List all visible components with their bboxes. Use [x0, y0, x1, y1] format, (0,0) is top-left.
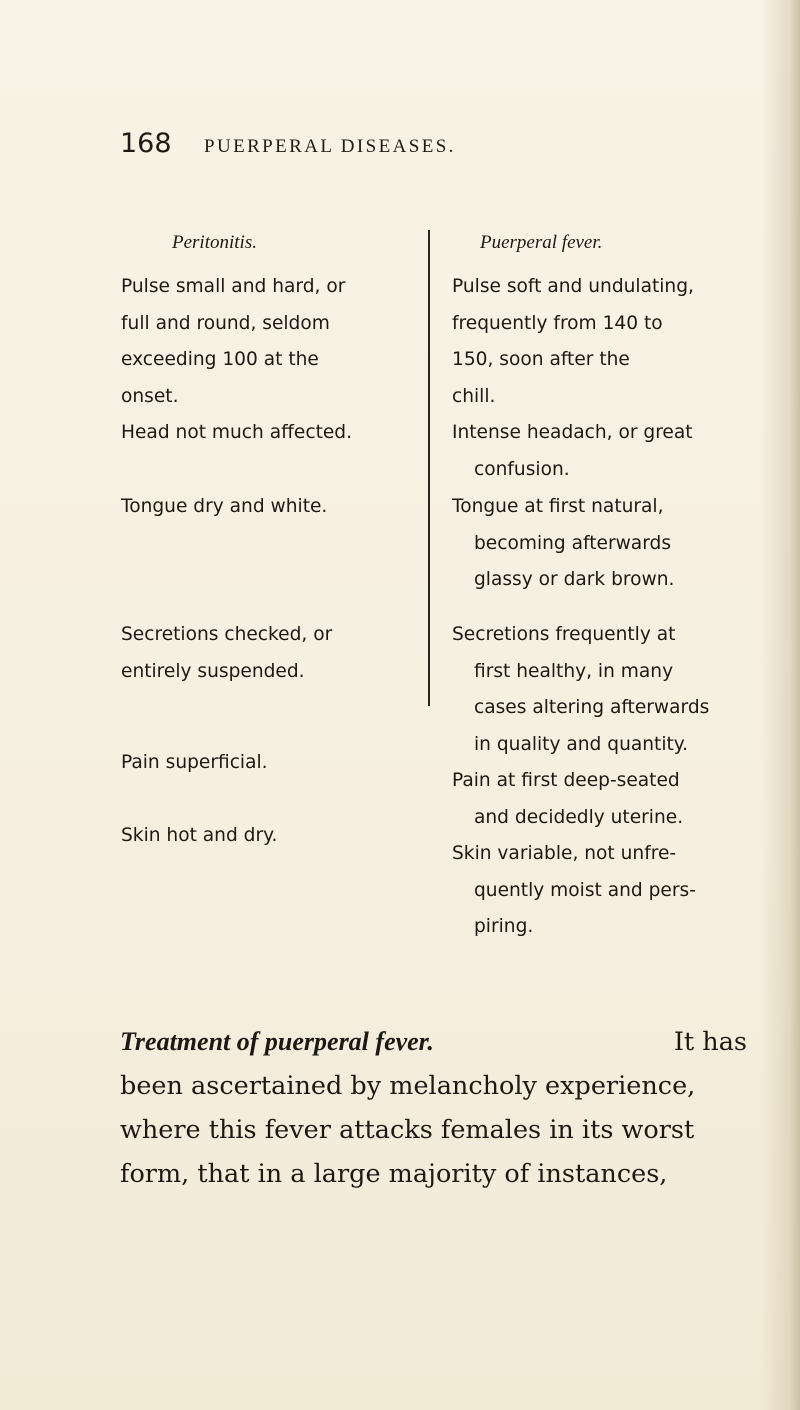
paragraph-first-line: [120, 1020, 747, 1064]
text-line: Pulse soft and undulating,: [452, 276, 694, 297]
text-line: Tongue at first natural,: [452, 496, 664, 517]
peritonitis-tongue-entry: [121, 489, 413, 526]
text-line: confusion.: [474, 458, 570, 480]
peritonitis-head-entry: [121, 415, 413, 452]
fever-secretions-entry: [452, 617, 748, 764]
text-line: frequently from 140 to: [452, 312, 663, 334]
text-line: Skin variable, not unfre-: [452, 843, 677, 864]
text-line: onset.: [121, 386, 179, 408]
text-line: full and round, seldom: [121, 312, 330, 334]
text-line: chill.: [452, 386, 496, 408]
page-header: [0, 128, 800, 168]
peritonitis-column: [121, 225, 413, 846]
text-line: cases altering afterwards: [474, 697, 710, 719]
text-line: and decidedly uterine.: [474, 806, 684, 828]
fever-pulse-entry: [452, 269, 748, 416]
puerperal-fever-heading: Puerperal fever.: [480, 232, 603, 253]
section-lead: Treatment of puerperal fever.: [120, 1027, 434, 1056]
text-line: glassy or dark brown.: [474, 569, 675, 591]
peritonitis-pain-entry: [121, 745, 413, 782]
text-line: form, that in a large majority of instances,: [120, 1159, 668, 1189]
text-line: piring.: [474, 916, 534, 938]
page-number: 168: [120, 128, 172, 159]
fever-head-entry: [452, 415, 748, 488]
text-line: Secretions checked, or: [121, 624, 333, 645]
text-line: It has: [673, 1027, 747, 1057]
text-line: in quality and quantity.: [474, 734, 689, 756]
peritonitis-pulse-entry: [121, 269, 413, 416]
text-line: Pulse small and hard, or: [121, 276, 346, 297]
text-line: Secretions frequently at: [452, 624, 676, 645]
peritonitis-secretions-entry: [121, 617, 413, 690]
text-line: Head not much affected.: [121, 422, 353, 443]
text-line: Pain superficial.: [121, 752, 268, 773]
text-line: becoming afterwards: [474, 532, 672, 554]
running-head: PUERPERAL DISEASES.: [204, 136, 456, 157]
text-line: where this fever attacks females in its worst: [120, 1115, 695, 1145]
text-line: been ascertained by melancholy experience,: [120, 1071, 696, 1101]
text-line: exceeding 100 at the: [121, 349, 319, 371]
treatment-paragraph: [120, 1020, 747, 1196]
text-line: Tongue dry and white.: [121, 496, 328, 517]
puerperal-fever-column: [452, 225, 748, 938]
text-line: entirely suspended.: [121, 660, 305, 682]
text-line: first healthy, in many: [474, 660, 674, 682]
fever-skin-entry: [452, 836, 748, 946]
text-line: quently moist and pers-: [474, 879, 696, 901]
text-line: 150, soon after the: [452, 349, 630, 371]
fever-tongue-entry: [452, 489, 748, 599]
text-line: Pain at first deep-seated: [452, 770, 680, 791]
column-divider: [428, 230, 430, 706]
peritonitis-heading: Peritonitis.: [172, 232, 257, 253]
peritonitis-skin-entry: [121, 818, 413, 855]
text-line: Intense headach, or great: [452, 422, 693, 443]
fever-pain-entry: [452, 763, 748, 836]
text-line: Skin hot and dry.: [121, 825, 278, 846]
